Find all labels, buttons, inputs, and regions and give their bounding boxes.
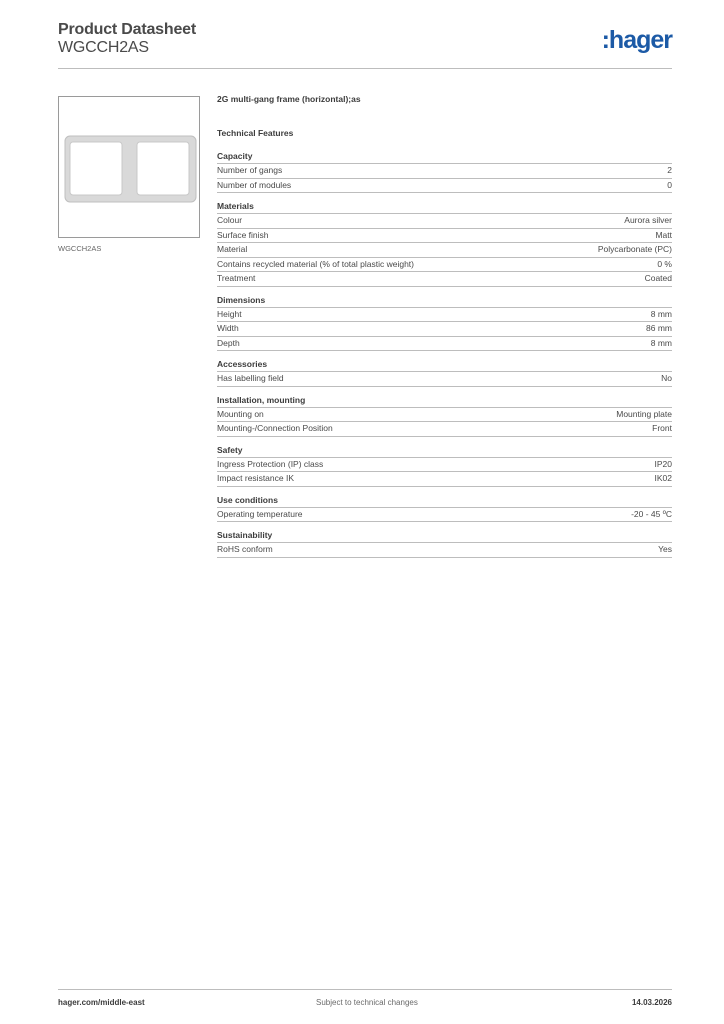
spec-label: Impact resistance IK bbox=[217, 473, 295, 483]
header-divider bbox=[58, 68, 672, 69]
spec-row bbox=[217, 214, 672, 229]
spec-value: IK02 bbox=[654, 473, 672, 483]
spec-value: Front bbox=[652, 423, 672, 433]
product-code: WGCCH2AS bbox=[58, 39, 149, 56]
spec-row bbox=[217, 472, 672, 487]
spec-label: Contains recycled material (% of total plastic weight) bbox=[217, 258, 414, 269]
spec-label: Height bbox=[217, 308, 242, 319]
section-title: Installation, mounting bbox=[217, 394, 672, 408]
spec-value: Coated bbox=[644, 273, 672, 283]
spec-row bbox=[217, 337, 672, 352]
section-title: Capacity bbox=[217, 150, 672, 164]
product-image bbox=[58, 96, 200, 238]
spec-row bbox=[217, 322, 672, 337]
spec-row bbox=[217, 422, 672, 437]
spec-row bbox=[217, 272, 672, 287]
spec-value: Aurora silver bbox=[624, 215, 672, 225]
image-caption: WGCCH2AS bbox=[58, 244, 102, 253]
spec-row bbox=[217, 372, 672, 387]
spec-section bbox=[217, 444, 672, 487]
spec-row bbox=[217, 308, 672, 323]
spec-row bbox=[217, 408, 672, 423]
spec-label: Material bbox=[217, 244, 248, 254]
footer-divider bbox=[58, 989, 672, 990]
spec-row bbox=[217, 543, 672, 558]
section-title: Sustainability bbox=[217, 529, 672, 543]
page-title: Product Datasheet bbox=[58, 21, 196, 38]
spec-row bbox=[217, 229, 672, 244]
spec-value: -20 - 45 ºC bbox=[631, 508, 672, 519]
section-title: Dimensions bbox=[217, 294, 672, 308]
spec-section bbox=[217, 150, 672, 193]
spec-value: 8 mm bbox=[650, 337, 672, 348]
section-title: Use conditions bbox=[217, 494, 672, 508]
spec-value: Polycarbonate (PC) bbox=[597, 244, 672, 254]
frame-illustration bbox=[59, 97, 199, 237]
hager-logo: :hager bbox=[601, 26, 672, 54]
spec-row bbox=[217, 164, 672, 179]
spec-value: Mounting plate bbox=[616, 408, 672, 419]
spec-row bbox=[217, 243, 672, 258]
spec-value: 0 bbox=[667, 179, 672, 190]
spec-row bbox=[217, 508, 672, 523]
footer-date: 14.03.2026 bbox=[631, 998, 672, 1007]
footer-notice: Subject to technical changes bbox=[316, 998, 418, 1007]
spec-section bbox=[217, 394, 672, 437]
spec-label: Depth bbox=[217, 337, 240, 348]
spec-label: Number of modules bbox=[217, 179, 292, 190]
spec-row bbox=[217, 179, 672, 194]
spec-label: Surface finish bbox=[217, 229, 269, 240]
spec-label: Has labelling field bbox=[217, 373, 284, 383]
spec-value: 2 bbox=[667, 165, 672, 175]
product-description: 2G multi-gang frame (horizontal);as bbox=[217, 94, 361, 104]
spec-row bbox=[217, 458, 672, 473]
spec-label: Operating temperature bbox=[217, 508, 303, 519]
spec-value: 86 mm bbox=[646, 323, 672, 333]
section-title: Safety bbox=[217, 444, 672, 458]
spec-value: 0 % bbox=[657, 258, 672, 269]
spec-label: Treatment bbox=[217, 273, 256, 283]
spec-value: Yes bbox=[658, 544, 672, 554]
spec-label: RoHS conform bbox=[217, 544, 273, 554]
spec-value: IP20 bbox=[654, 458, 672, 469]
spec-value: No bbox=[661, 373, 672, 383]
spec-label: Mounting on bbox=[217, 408, 264, 419]
spec-sections bbox=[217, 150, 672, 558]
spec-label: Number of gangs bbox=[217, 165, 283, 175]
datasheet-content bbox=[217, 94, 672, 565]
spec-row bbox=[217, 258, 672, 273]
section-title: Accessories bbox=[217, 358, 672, 372]
spec-section bbox=[217, 529, 672, 558]
spec-label: Ingress Protection (IP) class bbox=[217, 458, 324, 469]
spec-label: Width bbox=[217, 323, 239, 333]
spec-section bbox=[217, 200, 672, 287]
spec-section bbox=[217, 494, 672, 523]
spec-label: Mounting-/Connection Position bbox=[217, 423, 333, 433]
section-title: Materials bbox=[217, 200, 672, 214]
spec-section bbox=[217, 294, 672, 352]
spec-label: Colour bbox=[217, 215, 243, 225]
spec-section bbox=[217, 358, 672, 387]
footer-website: hager.com/middle-east bbox=[58, 998, 145, 1007]
spec-value: 8 mm bbox=[650, 308, 672, 319]
spec-value: Matt bbox=[655, 229, 672, 240]
technical-features-title: Technical Features bbox=[217, 128, 294, 138]
